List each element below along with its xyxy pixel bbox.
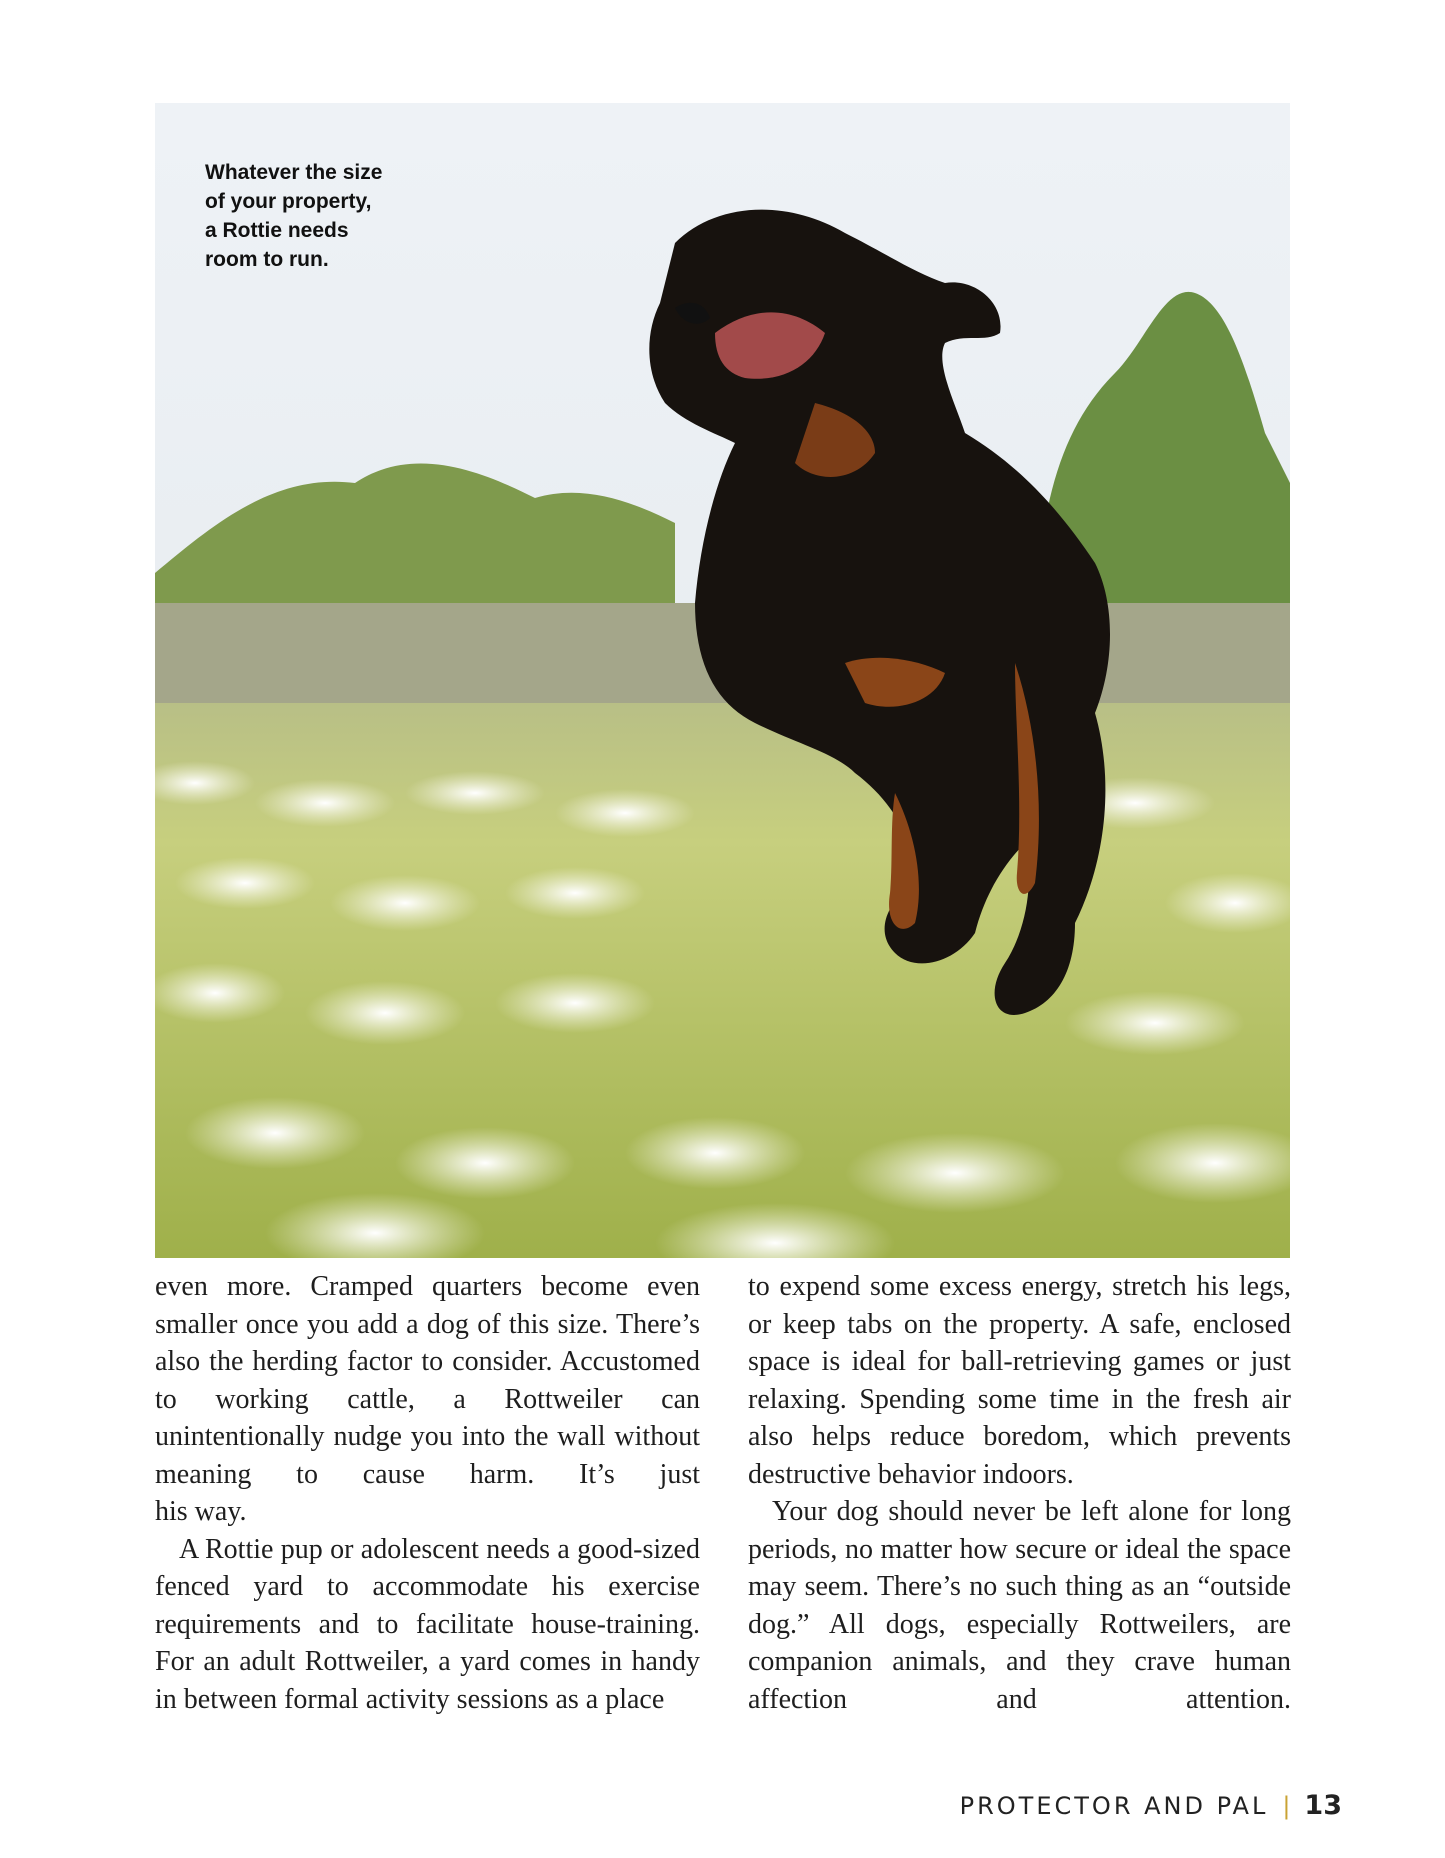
paragraph-end: his way. <box>155 1496 247 1527</box>
paragraph-text: Your dog should never be left alone for long periods, no matter how secure or ideal the space may seem. There’s no such thing as an “outside dog.” All dogs, especially Rottweilers, are companion animals, and they crave human affection and attention. <box>748 1496 1291 1715</box>
page-footer <box>960 1790 1342 1821</box>
rottweiler-photo <box>155 103 1290 1258</box>
paragraph <box>155 1531 700 1681</box>
paragraph <box>748 1268 1291 1456</box>
paragraph-text: to expend some excess energy, stretch his legs, or keep tabs on the property. A safe, enclosed space is ideal for ball-retrieving games or just relaxing. Spending some time in the fresh air also helps reduce boredom, which prevents <box>748 1271 1291 1452</box>
photo-illustration <box>155 103 1290 1258</box>
paragraph-text: even more. Cramped quarters become even smaller once you add a dog of this size. There’s also the herding factor to consider. Accustomed to working cattle, a Rottweiler can unintentionally nudge you into the wall without meaning to cause harm. It’s just <box>155 1271 700 1490</box>
page-number: 13 <box>1304 1790 1342 1821</box>
text-column-right <box>748 1268 1291 1718</box>
footer-separator: | <box>1282 1792 1291 1820</box>
paragraph <box>748 1493 1291 1718</box>
text-column-left <box>155 1268 700 1718</box>
paragraph-end: in between formal activity sessions as a place <box>155 1683 665 1715</box>
photo-caption: Whatever the size of your property, a Rottie needs room to run. <box>205 161 383 271</box>
paragraph <box>155 1268 700 1493</box>
paragraph-text: A Rottie pup or adolescent needs a good-sized fenced yard to accommodate his exercise requirements and to facilitate house-training. For an adult Rottweiler, a yard comes in handy <box>155 1533 700 1677</box>
paragraph-end: destructive behavior indoors. <box>748 1458 1074 1490</box>
running-footer-title: PROTECTOR AND PAL <box>959 1792 1269 1820</box>
